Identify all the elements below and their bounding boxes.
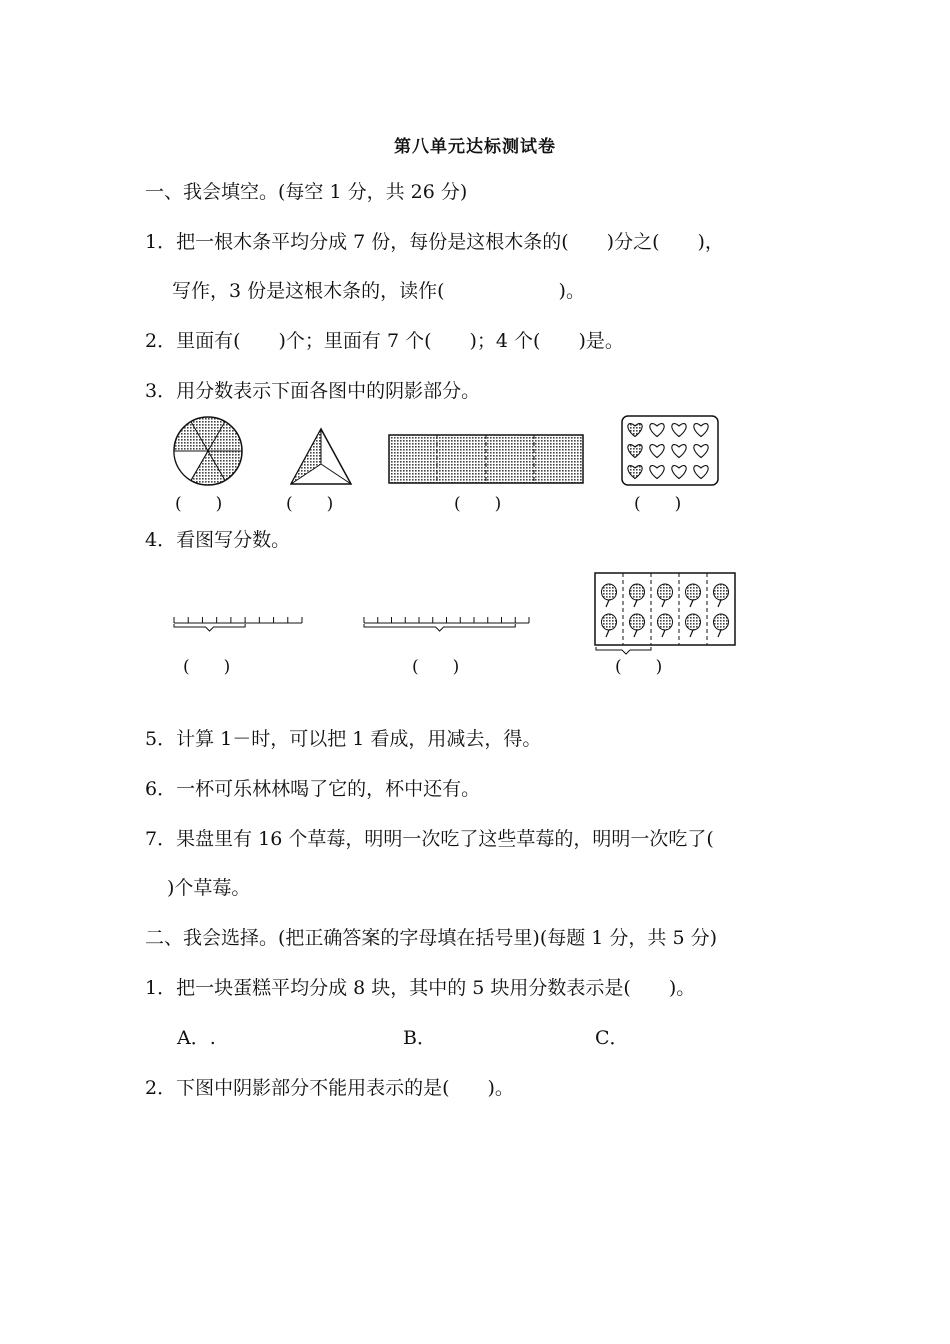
brace — [364, 624, 515, 631]
q1-line1: 1．把一根木条平均分成 7 份，每份是这根木条的( )分之( )， — [145, 231, 724, 253]
q1-line2: 写作，3 份是这根木条的，读作( )。 — [172, 280, 585, 302]
option-a[interactable]: A．. — [177, 1027, 216, 1049]
q3-text: 3．用分数表示下面各图中的阴影部分。 — [145, 380, 481, 402]
q2-text: 2．里面有( )个；里面有 7 个( )；4 个( )是。 — [145, 330, 624, 352]
q4-answer-2[interactable]: ( ) — [412, 657, 460, 677]
q7-line1: 7．果盘里有 16 个草莓，明明一次吃了这些草莓的，明明一次吃了( — [145, 828, 714, 850]
q3-answer-3[interactable]: ( ) — [454, 494, 502, 514]
heart-tray-figure — [621, 415, 721, 487]
number-line-1 — [172, 615, 307, 645]
circle-figure — [172, 415, 247, 490]
number-line-2 — [362, 615, 534, 645]
s2-q1-text: 1．把一块蛋糕平均分成 8 块，其中的 5 块用分数表示是( )。 — [145, 977, 696, 999]
section1-heading: 一、我会填空。(每空 1 分，共 26 分) — [145, 181, 468, 203]
brace — [174, 624, 245, 631]
q3-answer-4[interactable]: ( ) — [634, 494, 682, 514]
q3-answer-1[interactable]: ( ) — [175, 494, 223, 514]
q4-answer-3[interactable]: ( ) — [615, 657, 663, 677]
section2-heading: 二、我会选择。(把正确答案的字母填在括号里)(每题 1 分，共 5 分) — [145, 927, 717, 949]
q6-text: 6．一杯可乐林林喝了它的，杯中还有。 — [145, 778, 481, 800]
s2-q2-text: 2．下图中阴影部分不能用表示的是( )。 — [145, 1077, 514, 1099]
q4-text: 4．看图写分数。 — [145, 529, 291, 551]
option-c[interactable]: C． — [595, 1027, 629, 1049]
q4-answer-1[interactable]: ( ) — [183, 657, 231, 677]
q5-text: 5．计算 1－时，可以把 1 看成，用减去，得。 — [145, 728, 542, 750]
q7-line2: )个草莓。 — [167, 877, 251, 899]
q3-answer-2[interactable]: ( ) — [286, 494, 334, 514]
strawberry-box-figure — [594, 572, 739, 660]
rectangle-figure — [388, 434, 585, 486]
triangle-figure — [289, 428, 354, 486]
page-title: 第八单元达标测试卷 — [394, 137, 556, 157]
option-b[interactable]: B． — [403, 1027, 436, 1049]
